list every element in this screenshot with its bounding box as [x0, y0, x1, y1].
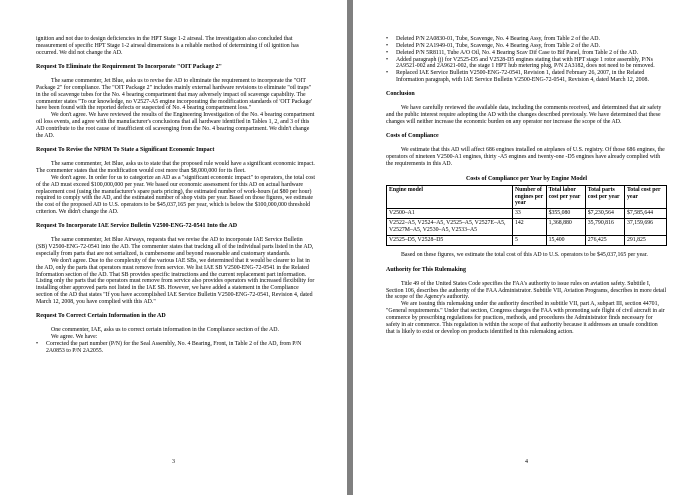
bullet-marker: •: [386, 42, 389, 49]
paragraph-iae-response: We don't agree. Due to the complexity of the various IAE SBs, we determined that it would be clearer to list in the AD, only the parts that operators must remove from service. We list IAE SB V2500-ENG-72-0541 in the Related Information section of the AD. That SB provides specific instructions and the current replacement part information. Listing only the parts that the operators must remove from service also provides operators with increased flexibility for installing other approved parts not listed in the IAE SB. However, we have added a statement in the Compliance section of the AD that states "If you have accomplished IAE Service Bulletin V2500-ENG-72-0541, Revision 4, dated March 12, 2008, you have complied with this AD.": [36, 257, 315, 305]
paragraph-authority-2: We are issuing this rulemaking under the authority described in subtitle VII, part A, subpart III, section 44701, "General requirements." Under that section, Congress charges the FAA with promoting safe flight of civil aircraft in air commerce by prescribing regulations for practices, methods, and procedures the Administrator finds necessary for safety in air commerce. This regulation is within the scope of that authority because it addresses an unsafe condition that is likely to exist or develop on products identified in this rulemaking action.: [386, 301, 665, 335]
page-number: 4: [525, 459, 528, 465]
bullet-item: [386, 36, 667, 43]
paragraph-nprm-response: We don't agree. In order for us to categorize an AD as a "significant economic impact" to operators, the total cost of the AD must exceed $100,000,000 per year. We based our economic assessment for this AD on actual hardware replacement cost (using the manufacturer's spare parts pricing), the estimated number of work-hours (at $80 per hour) required to comply with the AD, and the estimated number of shop visits per year. Based on those figures, we estimate the cost of the proposed AD to U.S. operators to be $45,037,165 per year, which is below the $100,000,000 threshold criterion. We didn't change the AD.: [36, 174, 316, 216]
bullet-marker: •: [386, 70, 389, 77]
table-cell: 1,368,880: [546, 219, 585, 236]
document-page-4: [353, 0, 700, 495]
table-cell: 5: [513, 235, 547, 245]
bullet-text: Deleted P/N 5R8111, Tube A/O Oil, No. 4 Bearing Scav Dif Case to Bif Panel, from Table 2 of the AD.: [396, 49, 639, 56]
heading-correct-info: Request To Correct Certain Information in the AD: [36, 313, 166, 320]
bullet-item: [386, 43, 667, 50]
heading-costs-of-compliance: Costs of Compliance: [386, 133, 439, 140]
table-cell: V2500–A1: [387, 209, 513, 219]
bullet-item: [386, 57, 667, 71]
column-header: Number of engines per year: [513, 185, 547, 208]
paragraph-nprm-request: The same commenter, Jet Blue, asks us to state that the proposed rule would have a significant economic impact. The commenter states that the modification would cost more than $8,000,000 for its fleet.: [36, 161, 315, 174]
bullet-item: [386, 50, 667, 57]
heading-conclusion: Conclusion: [386, 91, 415, 98]
column-header: Engine model: [387, 185, 513, 208]
table-cell: 291,825: [624, 235, 666, 245]
paragraph-authority-1: Title 49 of the United States Code specifies the FAA's authority to issue rules on aviation safety. Subtitle I, Section 106, describes the authority of the FAA Administrator. Subtitle VII, Aviation Programs, describes in more detail the scope of the Agency's authority.: [386, 280, 667, 301]
table-row: [387, 219, 667, 236]
bullet-marker: •: [386, 56, 389, 63]
table-cell: V2522–A5, V2524–A5, V2525–A5, V2527E–A5, V2527M–A5, V2530–A5, V2533–A5: [387, 219, 513, 236]
bullet-text: Replaced IAE Service Bulletin V2500-ENG-72-0541, Revision 1, dated February 26, 2007, in the Related Information paragraph, with IAE Service Bulletin V2500-ENG-72-0541, Revision 4, dated March 12, 2008.: [396, 70, 649, 84]
table-cell: 15,400: [546, 235, 585, 245]
bullet-text: Corrected the part number (P/N) for the Seal Assembly, No. 4 Bearing, Front, in Table 2 of the AD, from P/N 2A0853 to P/N 2A2055.: [46, 341, 302, 354]
column-header: Total cost per year: [624, 185, 666, 208]
table-header-row: [387, 185, 667, 208]
table-cell: 142: [513, 219, 547, 236]
table-cell: 37,159,696: [624, 219, 666, 236]
table-cell: 35,790,816: [585, 219, 624, 236]
table-cell: 276,425: [585, 235, 624, 245]
bullet-text: Added paragraph (j) for V2525-D5 and V2528-D5 engines stating that with HPT stage 1 rotor assembly, P/Ns 2A9521-002 and 2A9621-002, the stage 1 HPT hub metering plug, P/N 2A3182, does not need to be removed.: [396, 56, 655, 70]
paragraph-correct-response: We agree. We have:: [51, 334, 98, 341]
table-cell: $7,230,564: [585, 209, 624, 219]
table-cell: $355,080: [546, 209, 585, 219]
bullet-marker: •: [386, 49, 389, 56]
table-caption: Costs of Compliance per Year by Engine Model: [465, 175, 588, 182]
paragraph-correct-request: One commenter, IAE, asks us to correct certain information in the Compliance section of the AD.: [51, 327, 279, 334]
bullet-item: [386, 70, 667, 84]
paragraph-iae-request: The same commenter, Jet Blue Airways, requests that we revise the AD to incorporate IAE Service Bulletin (SB) V2500-ENG-72-0541 into the AD. The commenter states that tracking all of the individual parts listed in the AD, especially from parts that are not serialized, is cumbersome and beyond reasonable and customary standards.: [36, 237, 314, 258]
heading-authority: Authority for This Rulemaking: [386, 266, 466, 273]
heading-iae-service-bulletin: Request To Incorporate IAE Service Bulletin V2500-ENG-72-0541 Into the AD: [36, 223, 238, 230]
table-row: [387, 209, 667, 219]
paragraph-oit-response: We don't agree. We have reviewed the results of the Engineering Investigation of the No. 4 bearing compartment oil loss events, and agree with the manufacturer's conclusions that all hardware identified in Tables 1, 2, and 3 of this AD contribute to the root cause of insufficient oil scavenging from the No. 4 bearing compartment. We didn't change the AD.: [36, 112, 315, 139]
table-cell: 33: [513, 209, 547, 219]
page-4-content: [386, 36, 667, 336]
page-3-content: [36, 36, 315, 355]
table-cell: $7,585,644: [624, 209, 666, 219]
column-header: Total parts cost per year: [585, 185, 624, 208]
bullet-text: Deleted P/N 2A0830-01, Tube, Scavenge, No. 4 Bearing Assy, from Table 2 of the AD.: [396, 36, 600, 42]
bullet-item: [36, 341, 315, 355]
column-header: Total labor cost per year: [546, 185, 585, 208]
bullet-marker: •: [386, 36, 389, 42]
paragraph-conclusion: We have carefully reviewed the available data, including the comments received, and determined that air safety and the public interest require adopting the AD with the changes described previously. We have determined that these changes will neither increase the economic burden on any operator nor increase the scope of the AD.: [386, 105, 662, 126]
table-cell: V2525–D5, V2528–D5: [387, 235, 513, 245]
costs-table: [386, 185, 667, 246]
heading-oit-package: Request To Eliminate the Requirement To Incorporate "OIT Package 2": [36, 64, 222, 71]
paragraph-costs: We estimate that this AD will affect 686 engines installed on airplanes of U.S. registry. Of those 686 engines, the operators of nineteen V2500-A1 engines, thirty -A5 engines and twenty-one -D5 engines have already complied with the requirements in this AD.: [386, 147, 665, 168]
bullet-text: Deleted P/N 2A1949-01, Tube, Scavenge, No. 4 Bearing Assy, from Table 2 of the AD.: [396, 42, 600, 49]
paragraph-oit-request: The same commenter, Jet Blue, asks us to revise the AD to eliminate the requirement to incorporate the "OIT Package 2" for compliance. The "OIT Package 2" includes mainly external hardware revisions to eliminate "oil traps" in the oil scavenge tubes for the No. 4 bearing compartment that may adversely impact oil scavenge capability. The commenter states "To our knowledge, no V2527-A5 engine incorporating the modification standards of 'OIT Package' have been found with the reported defects or suspected of No. 4 bearing compartment loss.": [36, 78, 313, 112]
heading-nprm-economic: Request To Revise the NPRM To State a Significant Economic Impact: [36, 147, 215, 154]
document-page-3: [0, 0, 347, 495]
page-number: 3: [172, 459, 175, 465]
table-row: [387, 235, 667, 245]
paragraph-intro: ignition and not due to design deficiencies in the HPT Stage 1-2 airseal. The investigation also concluded that measurement of specific HPT Stage 1-2 airseal dimensions is a reliable method of determining if oil ignition has occurred. We did not change the AD.: [36, 36, 299, 56]
bullet-marker: •: [36, 341, 39, 347]
paragraph-total-cost: Based on these figures, we estimate the total cost of this AD to U.S. operators to be $45,037,165 per year.: [401, 252, 648, 259]
